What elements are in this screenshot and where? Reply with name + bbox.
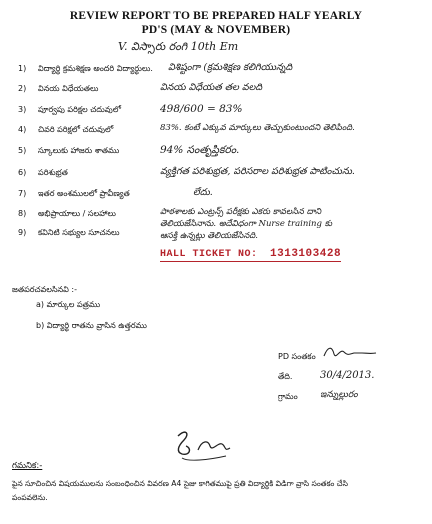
note-line-1: పైన సూచించిన విషయములను సంబంధించిన వివరణ A4 సైజు కాగితముపై ప్రతి విద్యార్థికి విడిగా వ్రాసి సంతకం చేసి (12, 479, 348, 488)
row-value: 498/600 = 83% (160, 103, 243, 115)
report-subtitle: PD'S (MAY & NOVEMBER) (141, 24, 291, 36)
row-value: వ్యక్తిగత పరిశుభ్రత, పరిసరాల పరిశుభ్రత పాటించును. (160, 166, 355, 177)
row-label: విద్యార్థి క్రమశిక్షణ అందరి విద్యార్థులు. (38, 64, 153, 73)
row-value: 83%. కంటే ఎక్కువ మార్కులు తెచ్చుకుంటుందని తెలిపింది. (160, 123, 355, 133)
row-previous-exam (18, 103, 428, 121)
row-value: పాఠశాలకు ఎంట్రన్స్ పరీక్షకు ఎకరు కావలసిన దాని (160, 207, 322, 217)
row-label: కవినిటి సభ్యుల సూచనలు (38, 228, 120, 237)
pd-signature-icon (322, 344, 378, 362)
row-value: విశిష్టంగా (క్రమశిక్షణ కలిగియున్నది (168, 62, 293, 73)
row-discipline (18, 62, 428, 80)
student-name-line: V. విస్సారు రంగి 10th Em (118, 40, 239, 53)
row-label: వినయ విధేయతలు (38, 84, 99, 93)
hall-ticket (160, 248, 341, 262)
pd-sign-label: PD సంతకం (278, 352, 316, 361)
hall-ticket-label: HALL TICKET NO: (160, 249, 258, 260)
row-number: 4) (18, 125, 27, 134)
date-value: 30/4/2013. (320, 370, 375, 381)
note-heading: గమనిక:- (12, 461, 43, 471)
row-number: 8) (18, 209, 27, 218)
attachment-a: a) మార్కుల పత్రము (36, 300, 101, 309)
row-number: 9) (18, 228, 27, 237)
row-attendance (18, 144, 428, 162)
row-last-exam (18, 123, 428, 141)
row-value: వినయ విధేయత తల వలది (160, 82, 263, 93)
report-title: REVIEW REPORT TO BE PREPARED HALF YEARLY (69, 10, 363, 22)
row-value: 94% సంతృప్తికరం. (160, 144, 240, 156)
place-label: గ్రామం (278, 392, 298, 401)
row-committee-cont (18, 231, 428, 249)
row-label: పరిశుభ్రత (38, 168, 68, 177)
row-label: అభిప్రాయాలు / సలహాలు (38, 209, 116, 218)
row-label: ఇతర అంశములలో ప్రావీణ్యత (38, 189, 130, 198)
row-other-skills (18, 187, 428, 205)
row-value: ఆసక్తి ఉన్నట్లు తెలియజేసినది. (160, 231, 258, 241)
place-value: ఇన్నుల్లురం (320, 390, 358, 400)
attachment-b: b) విద్యార్థి రాతను వ్రాసిన ఉత్తరము (36, 321, 147, 330)
row-obedience (18, 82, 428, 100)
row-value: లేదు. (193, 187, 213, 198)
row-number: 6) (18, 168, 27, 177)
signature-icon (168, 426, 238, 466)
date-label: తేది. (278, 372, 293, 381)
row-label: పూర్వపు పరిక్షల చదువులో (38, 105, 121, 114)
row-number: 2) (18, 84, 27, 93)
hall-ticket-number: 1313103428 (270, 248, 342, 260)
row-hygiene (18, 166, 428, 184)
row-label: స్కూలుకు హాజరు శాతము (38, 146, 120, 155)
row-number: 5) (18, 146, 27, 155)
row-label: చివరి పరిక్షలో చదువులో (38, 125, 114, 134)
attachments-heading: జతపరచవలసినవి :- (12, 285, 77, 294)
row-number: 3) (18, 105, 27, 114)
row-value: తెలియజేసినాను. అదేవిధంగా Nurse training కు (160, 219, 333, 229)
note-line-2: పంపవలెను. (12, 493, 48, 502)
row-number: 7) (18, 189, 27, 198)
row-number: 1) (18, 64, 27, 73)
